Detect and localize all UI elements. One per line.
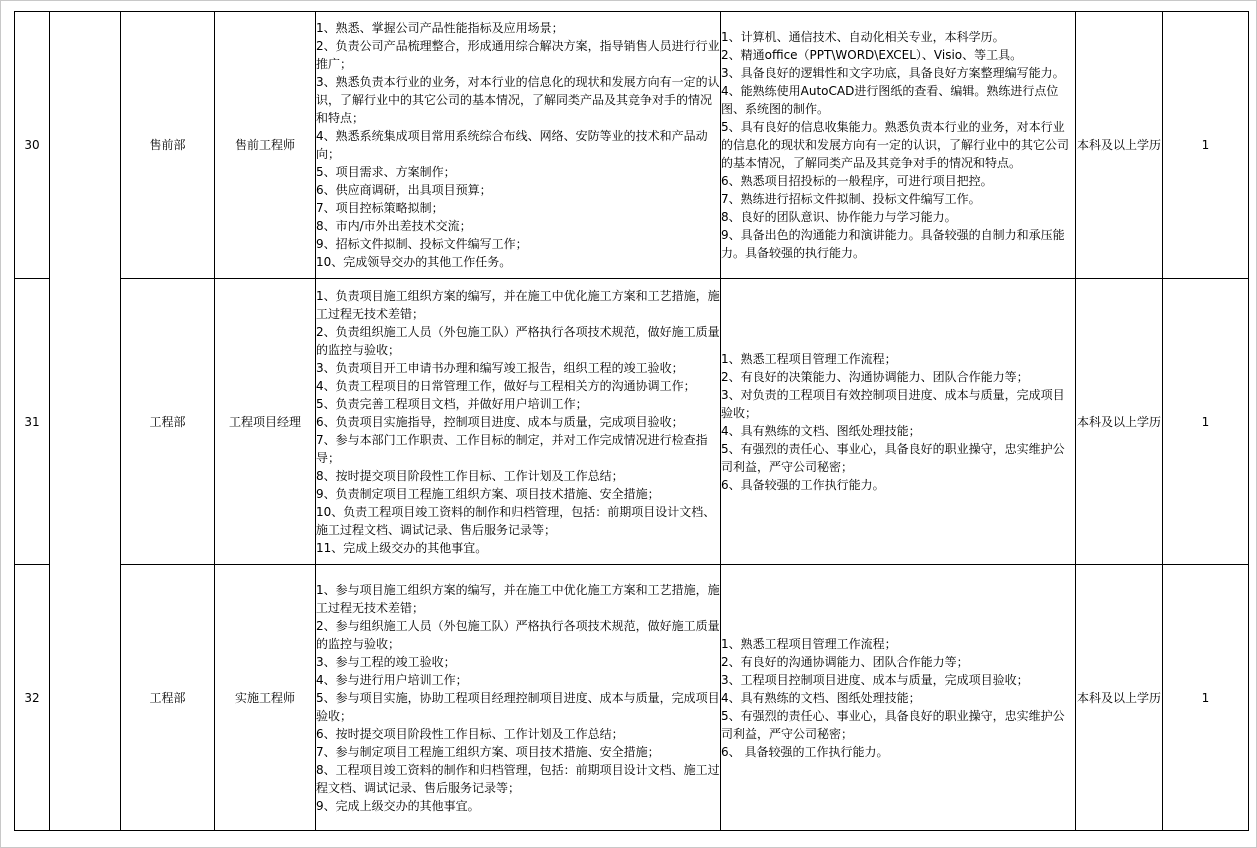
- list-item: 2、负责公司产品梳理整合，形成通用综合解决方案，指导销售人员进行行业推广；: [316, 39, 720, 71]
- list-item: 2、精通office（PPT\WORD\EXCEL）、Visio、等工具。: [721, 48, 1023, 62]
- list-item: 1、熟悉、掌握公司产品性能指标及应用场景；: [316, 21, 564, 35]
- row-number: 31: [15, 279, 50, 565]
- list-item: 6、 具备较强的工作执行能力。: [721, 744, 889, 759]
- duties-list: [316, 581, 720, 815]
- list-item: 2、有良好的决策能力、沟通协调能力、团队合作能力等；: [721, 369, 1029, 384]
- list-item: 8、良好的团队意识、协作能力与学习能力。: [721, 210, 957, 224]
- list-item: 5、项目需求、方案制作；: [316, 165, 456, 179]
- list-item: 9、招标文件拟制、投标文件编写工作；: [316, 237, 528, 251]
- list-item: 3、具备良好的逻辑性和文字功底，具备良好方案整理编写能力。: [721, 66, 1065, 80]
- position-cell: 售前工程师: [215, 12, 316, 279]
- duties-cell: [316, 12, 721, 279]
- list-item: 1、熟悉工程项目管理工作流程；: [721, 636, 897, 651]
- blank-cell: [50, 12, 121, 831]
- table-row: [15, 565, 1249, 831]
- row-number: 32: [15, 565, 50, 831]
- duties-cell: [316, 279, 721, 565]
- requirements-cell: [721, 279, 1076, 565]
- position-cell: 实施工程师: [215, 565, 316, 831]
- education-cell: 本科及以上学历: [1076, 565, 1163, 831]
- headcount-cell: 1: [1163, 279, 1249, 565]
- list-item: 5、负责完善工程项目文档，并做好用户培训工作；: [316, 396, 588, 411]
- list-item: 6、熟悉项目招投标的一般程序，可进行项目把控。: [721, 174, 993, 188]
- table-row: [15, 279, 1249, 565]
- list-item: 9、具备出色的沟通能力和演讲能力。具备较强的自制力和承压能力。具备较强的执行能力。: [721, 228, 1065, 260]
- headcount-cell: 1: [1163, 12, 1249, 279]
- list-item: 3、对负责的工程项目有效控制项目进度、成本与质量，完成项目验收；: [721, 387, 1065, 420]
- list-item: 2、参与组织施工人员（外包施工队）严格执行各项技术规范，做好施工质量的监控与验收；: [316, 618, 720, 651]
- list-item: 4、参与进行用户培训工作；: [316, 672, 468, 687]
- list-item: 5、参与项目实施，协助工程项目经理控制项目进度、成本与质量，完成项目验收；: [316, 690, 720, 723]
- requirements-cell: [721, 565, 1076, 831]
- job-table: [14, 11, 1249, 831]
- list-item: 10、负责工程项目竣工资料的制作和归档管理，包括：前期项目设计文档、施工过程文档、调试记录、售后服务记录等；: [316, 504, 716, 537]
- list-item: 4、具有熟练的文档、图纸处理技能；: [721, 423, 921, 438]
- requirements-list: [721, 28, 1075, 262]
- department-cell: 工程部: [121, 565, 215, 831]
- list-item: 4、熟悉系统集成项目常用系统综合布线、网络、安防等业的技术和产品动向；: [316, 129, 708, 161]
- requirements-cell: [721, 12, 1076, 279]
- education-cell: 本科及以上学历: [1076, 279, 1163, 565]
- list-item: 10、完成领导交办的其他工作任务。: [316, 255, 512, 269]
- list-item: 6、具备较强的工作执行能力。: [721, 477, 885, 492]
- headcount-cell: 1: [1163, 565, 1249, 831]
- department-cell: 售前部: [121, 12, 215, 279]
- list-item: 8、按时提交项目阶段性工作目标、工作计划及工作总结；: [316, 468, 624, 483]
- list-item: 4、具有熟练的文档、图纸处理技能；: [721, 690, 921, 705]
- list-item: 11、完成上级交办的其他事宜。: [316, 540, 488, 555]
- list-item: 7、熟练进行招标文件拟制、投标文件编写工作。: [721, 192, 981, 206]
- list-item: 6、按时提交项目阶段性工作目标、工作计划及工作总结；: [316, 726, 624, 741]
- duties-list: [316, 19, 720, 271]
- list-item: 6、负责项目实施指导，控制项目进度、成本与质量，完成项目验收；: [316, 414, 684, 429]
- list-item: 3、熟悉负责本行业的业务，对本行业的信息化的现状和发展方向有一定的认识，了解行业中的其它公司的基本情况，了解同类产品及其竞争对手的情况和特点；: [316, 75, 720, 125]
- duties-list: [316, 287, 720, 557]
- table-row: [15, 12, 1249, 279]
- position-cell: 工程项目经理: [215, 279, 316, 565]
- list-item: 3、负责项目开工申请书办理和编写竣工报告，组织工程的竣工验收；: [316, 360, 684, 375]
- row-number: 30: [15, 12, 50, 279]
- list-item: 1、参与项目施工组织方案的编写，并在施工中优化施工方案和工艺措施，施工过程无技术差错；: [316, 582, 720, 615]
- list-item: 7、参与制定项目工程施工组织方案、项目技术措施、安全措施；: [316, 744, 660, 759]
- department-cell: 工程部: [121, 279, 215, 565]
- requirements-list: [721, 635, 1075, 761]
- list-item: 7、项目控标策略拟制；: [316, 201, 444, 215]
- list-item: 8、市内/市外出差技术交流；: [316, 219, 472, 233]
- list-item: 5、有强烈的责任心、事业心，具备良好的职业操守，忠实维护公司利益，严守公司秘密；: [721, 708, 1065, 741]
- education-cell: 本科及以上学历: [1076, 12, 1163, 279]
- list-item: 1、计算机、通信技术、自动化相关专业，本科学历。: [721, 30, 1005, 44]
- requirements-list: [721, 350, 1075, 494]
- duties-cell: [316, 565, 721, 831]
- list-item: 2、有良好的沟通协调能力、团队合作能力等；: [721, 654, 969, 669]
- list-item: 9、负责制定项目工程施工组织方案、项目技术措施、安全措施；: [316, 486, 660, 501]
- list-item: 8、工程项目竣工资料的制作和归档管理，包括：前期项目设计文档、施工过程文档、调试记录、售后服务记录等；: [316, 762, 720, 795]
- list-item: 1、熟悉工程项目管理工作流程；: [721, 351, 897, 366]
- list-item: 2、负责组织施工人员（外包施工队）严格执行各项技术规范，做好施工质量的监控与验收；: [316, 324, 720, 357]
- list-item: 5、具有良好的信息收集能力。熟悉负责本行业的业务，对本行业的信息化的现状和发展方向有一定的认识，了解行业中的其它公司的基本情况，了解同类产品及其竞争对手的情况和特点。: [721, 120, 1070, 170]
- list-item: 1、负责项目施工组织方案的编写，并在施工中优化施工方案和工艺措施，施工过程无技术差错；: [316, 288, 720, 321]
- list-item: 9、完成上级交办的其他事宜。: [316, 798, 480, 813]
- list-item: 3、工程项目控制项目进度、成本与质量，完成项目验收；: [721, 672, 1029, 687]
- list-item: 5、有强烈的责任心、事业心，具备良好的职业操守，忠实维护公司利益，严守公司秘密；: [721, 441, 1065, 474]
- list-item: 7、参与本部门工作职责、工作目标的制定，并对工作完成情况进行检查指导；: [316, 432, 708, 465]
- list-item: 4、能熟练使用AutoCAD进行图纸的查看、编辑。熟练进行点位图、系统图的制作。: [721, 84, 1059, 116]
- list-item: 3、参与工程的竣工验收；: [316, 654, 456, 669]
- list-item: 4、负责工程项目的日常管理工作，做好与工程相关方的沟通协调工作；: [316, 378, 696, 393]
- list-item: 6、供应商调研，出具项目预算；: [316, 183, 492, 197]
